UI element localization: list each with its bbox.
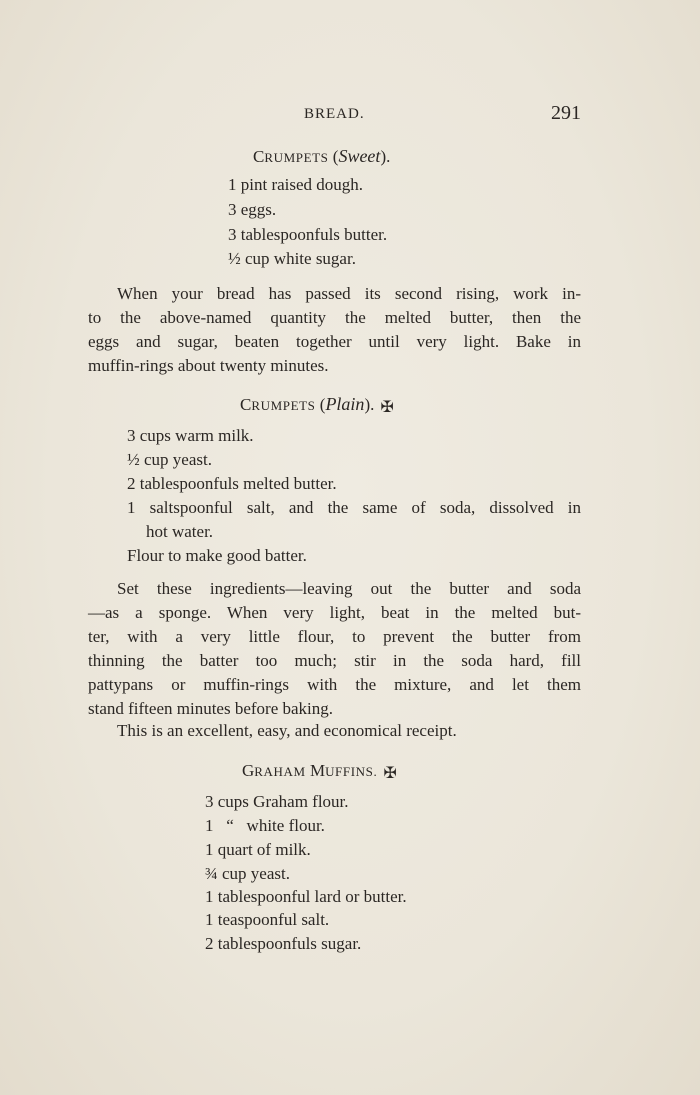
- heading-paren-open: (: [315, 395, 326, 414]
- ingredient-line: ¾ cup yeast.: [205, 864, 290, 883]
- heading-italic: Sweet: [338, 146, 381, 166]
- heading-paren-close: ).: [380, 147, 391, 166]
- running-header: BREAD.: [304, 106, 365, 122]
- heading-smallcaps: UFFINS.: [325, 764, 378, 779]
- ingredient-line: 2 tablespoonfuls melted butter.: [127, 474, 337, 493]
- page-number: 291: [551, 102, 581, 124]
- heading-paren-close: ).: [364, 395, 375, 414]
- paragraph-line: When your bread has passed its second rising, work in-: [117, 284, 581, 303]
- ingredient-line: 1 “ white flour.: [205, 816, 325, 835]
- heading-initial: C: [240, 395, 252, 414]
- paragraph-line: to the above-named quantity the melted butter, then the: [88, 308, 581, 327]
- paragraph-line: eggs and sugar, beaten together until very light. Bake in: [88, 332, 581, 351]
- ingredient-line: 1 teaspoonful salt.: [205, 910, 330, 929]
- ingredient-line: ½ cup white sugar.: [228, 249, 356, 268]
- instructions-paragraph: [88, 282, 581, 378]
- recipe-heading-graham-muffins: [242, 761, 397, 782]
- paragraph-line: thinning the batter too much; stir in the soda hard, fill: [88, 651, 581, 670]
- maltese-cross-icon: ✠: [383, 762, 397, 782]
- recipe-heading-crumpets-plain: [240, 394, 394, 416]
- paragraph-line: pattypans or muffin-rings with the mixture, and let them: [88, 675, 581, 694]
- maltese-cross-icon: ✠: [380, 396, 394, 416]
- paragraph-line: stand fifteen minutes before baking.: [88, 699, 334, 718]
- heading-smallcaps: RUMPETS: [264, 150, 329, 165]
- heading-initial: C: [253, 147, 265, 166]
- paragraph-line: Set these ingredients—leaving out the butter and soda: [117, 579, 581, 598]
- paragraph-line: ter, with a very little flour, to prevent the butter from: [88, 627, 581, 646]
- ingredient-line: 2 tablespoonfuls sugar.: [205, 934, 362, 953]
- recipe-note: This is an excellent, easy, and economical receipt.: [117, 721, 457, 740]
- ingredient-line: ½ cup yeast.: [127, 450, 212, 469]
- paragraph-line: —as a sponge. When very light, beat in the melted but-: [88, 603, 581, 622]
- heading-initial: G: [242, 761, 255, 780]
- ingredient-line: 3 eggs.: [228, 200, 277, 219]
- heading-smallcaps: RUMPETS: [251, 398, 316, 413]
- heading-paren-open: (: [328, 147, 339, 166]
- ingredient-line: 1 quart of milk.: [205, 840, 311, 859]
- heading-italic: Plain: [325, 394, 365, 414]
- heading-smallcaps: RAHAM: [254, 764, 306, 779]
- ingredient-line: Flour to make good batter.: [127, 546, 307, 565]
- recipe-heading-crumpets-sweet: [253, 146, 390, 167]
- heading-initial: M: [309, 761, 326, 780]
- ingredient-line: 1 saltspoonful salt, and the same of soda, dissolved in: [127, 498, 581, 517]
- ingredient-line: hot water.: [146, 522, 214, 541]
- paragraph-line: muffin-rings about twenty minutes.: [88, 356, 329, 375]
- ingredient-line: 1 tablespoonful lard or butter.: [205, 887, 407, 906]
- ingredient-line: 3 cups warm milk.: [127, 426, 254, 445]
- instructions-paragraph: [88, 577, 581, 721]
- ingredient-line: 1 pint raised dough.: [228, 175, 364, 194]
- ingredient-line: 3 cups Graham flour.: [205, 792, 349, 811]
- ingredient-line: 3 tablespoonfuls butter.: [228, 225, 388, 244]
